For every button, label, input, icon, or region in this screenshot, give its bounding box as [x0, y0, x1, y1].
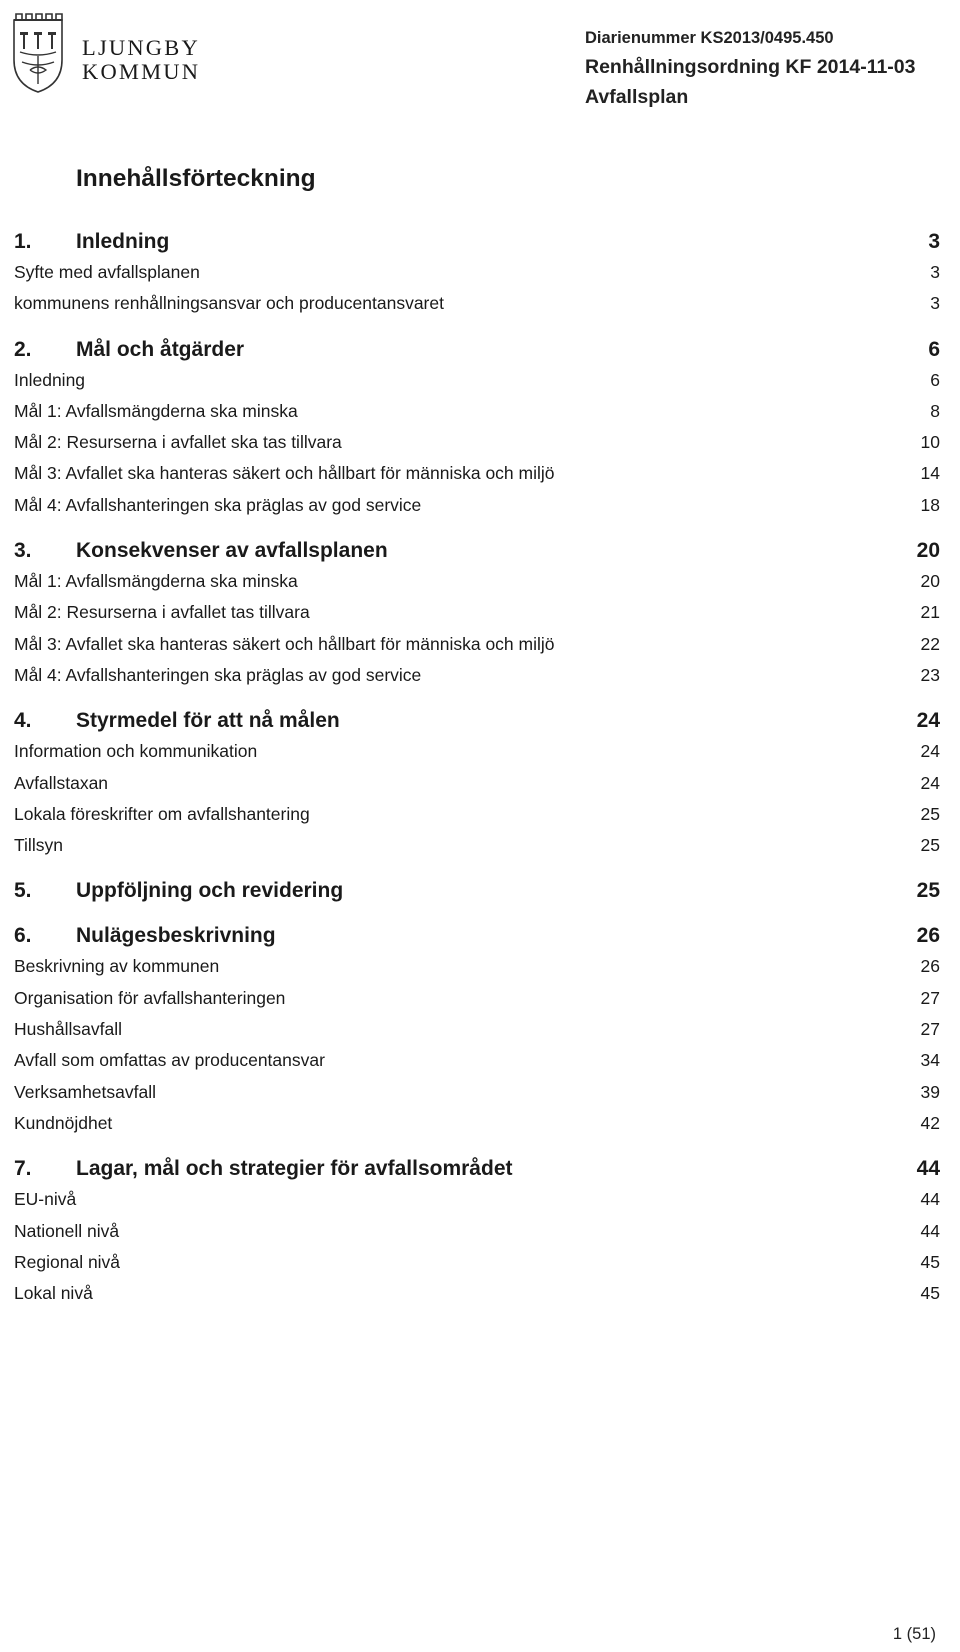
entry-title: Mål 1: Avfallsmängderna ska minska [14, 400, 298, 421]
entry-page: 24 [920, 741, 940, 762]
entry-page: 3 [930, 293, 940, 314]
section-title: Styrmedel för att nå målen [76, 709, 340, 733]
entry-title: Mål 3: Avfallet ska hanteras säkert och hållbart för människa och miljö [14, 463, 555, 484]
toc-entry[interactable] [14, 629, 940, 660]
toc-entry[interactable] [14, 1045, 940, 1076]
logo-wordmark [82, 36, 200, 84]
entry-page: 39 [920, 1081, 940, 1102]
toc-entry[interactable] [14, 288, 940, 319]
section-title: Inledning [76, 230, 170, 253]
toc-section-heading[interactable] [14, 875, 940, 906]
toc-entry[interactable] [14, 490, 940, 521]
toc-section-heading[interactable] [14, 920, 940, 951]
logo-line-1: LJUNGBY [82, 35, 200, 60]
toc-section [14, 334, 940, 521]
entry-title: Mål 1: Avfallsmängderna ska minska [14, 571, 298, 592]
entry-title: Organisation för avfallshanteringen [14, 987, 286, 1008]
entry-page: 3 [930, 262, 940, 282]
toc-entry[interactable] [14, 799, 940, 830]
toc-section [14, 535, 940, 691]
section-number: 7. [14, 1157, 32, 1181]
entry-page: 45 [920, 1283, 940, 1304]
entry-title: Avfall som omfattas av producentansvar [14, 1050, 325, 1071]
document-header [585, 28, 916, 110]
section-page: 6 [928, 337, 940, 361]
document-subtitle: Avfallsplan [585, 86, 689, 108]
entry-title: Mål 2: Resurserna i avfallet ska tas tillvara [14, 432, 342, 453]
toc-section [14, 1153, 940, 1309]
toc-section [14, 920, 940, 1139]
toc-entry[interactable] [14, 458, 940, 489]
table-of-contents [14, 226, 940, 1323]
section-page: 25 [916, 879, 940, 903]
entry-page: 8 [930, 400, 940, 421]
toc-section [14, 705, 940, 861]
entry-title: kommunens renhållningsansvar och producentansvaret [14, 293, 444, 314]
entry-page: 6 [930, 369, 940, 390]
entry-title: Nationell nivå [14, 1220, 120, 1241]
toc-entry[interactable] [14, 566, 940, 597]
section-title: Lagar, mål och strategier för avfallsområdet [76, 1157, 513, 1181]
entry-page: 27 [920, 987, 940, 1008]
entry-page: 24 [920, 772, 940, 793]
toc-entry[interactable] [14, 736, 940, 767]
section-title: Uppföljning och revidering [76, 879, 344, 903]
entry-title: Tillsyn [14, 835, 63, 856]
entry-title: Mål 3: Avfallet ska hanteras säkert och hållbart för människa och miljö [14, 633, 555, 654]
toc-entry[interactable] [14, 427, 940, 458]
toc-entry[interactable] [14, 257, 940, 288]
toc-section-heading[interactable] [14, 535, 940, 566]
entry-page: 44 [920, 1189, 940, 1210]
entry-title: Verksamhetsavfall [14, 1081, 157, 1102]
toc-section-heading[interactable] [14, 334, 940, 365]
section-page: 3 [928, 230, 940, 253]
section-title: Konsekvenser av avfallsplanen [76, 539, 388, 563]
section-page: 20 [916, 539, 940, 563]
entry-title: EU-nivå [14, 1189, 77, 1210]
toc-entry[interactable] [14, 1278, 940, 1309]
entry-title: Mål 2: Resurserna i avfallet tas tillvara [14, 602, 310, 623]
entry-page: 42 [920, 1112, 940, 1133]
entry-page: 22 [920, 633, 940, 654]
section-title: Mål och åtgärder [76, 337, 245, 361]
toc-entry[interactable] [14, 597, 940, 628]
toc-entry[interactable] [14, 660, 940, 691]
section-number: 1. [14, 230, 32, 253]
toc-section-heading[interactable] [14, 1153, 940, 1184]
document-title: Renhållningsordning KF 2014-11-03 [585, 56, 916, 78]
toc-section [14, 226, 940, 320]
entry-page: 10 [920, 432, 940, 453]
entry-title: Lokal nivå [14, 1283, 93, 1304]
toc-entry[interactable] [14, 1216, 940, 1247]
entry-page: 25 [920, 803, 940, 824]
toc-heading: Innehållsförteckning [76, 165, 316, 192]
section-number: 5. [14, 879, 32, 903]
entry-title: Beskrivning av kommunen [14, 956, 220, 977]
toc-entry[interactable] [14, 1108, 940, 1139]
section-number: 2. [14, 337, 32, 361]
entry-title: Syfte med avfallsplanen [14, 262, 200, 282]
section-number: 3. [14, 539, 32, 563]
toc-entry[interactable] [14, 1077, 940, 1108]
section-page: 24 [916, 709, 940, 733]
section-number: 6. [14, 924, 32, 948]
entry-title: Mål 4: Avfallshanteringen ska präglas av god service [14, 494, 422, 515]
entry-page: 18 [920, 494, 940, 515]
entry-page: 44 [920, 1220, 940, 1241]
page-number: 1 (51) [892, 1625, 936, 1643]
entry-title: Avfallstaxan [14, 772, 109, 793]
entry-title: Information och kommunikation [14, 741, 258, 762]
entry-page: 25 [920, 835, 940, 856]
entry-title: Regional nivå [14, 1251, 121, 1272]
entry-title: Mål 4: Avfallshanteringen ska präglas av god service [14, 664, 422, 685]
entry-page: 26 [920, 956, 940, 977]
municipality-logo [8, 6, 218, 98]
toc-entry[interactable] [14, 1184, 940, 1215]
entry-page: 21 [920, 602, 940, 623]
entry-page: 34 [920, 1050, 940, 1071]
toc-section [14, 875, 940, 906]
toc-section-heading[interactable] [14, 705, 940, 736]
toc-entry[interactable] [14, 951, 940, 982]
entry-title: Lokala föreskrifter om avfallshantering [14, 803, 310, 824]
section-title: Nulägesbeskrivning [76, 924, 276, 948]
entry-title: Hushållsavfall [14, 1019, 122, 1040]
toc-entry[interactable] [14, 1247, 940, 1278]
entry-page: 23 [920, 664, 940, 685]
entry-title: Kundnöjdhet [14, 1112, 113, 1133]
toc-entry[interactable] [14, 768, 940, 799]
entry-page: 20 [920, 571, 940, 592]
entry-title: Inledning [14, 369, 86, 390]
toc-entry[interactable] [14, 983, 940, 1014]
toc-section-heading[interactable] [14, 226, 940, 257]
entry-page: 45 [920, 1251, 940, 1272]
toc-entry[interactable] [14, 1014, 940, 1045]
toc-entry[interactable] [14, 396, 940, 427]
coat-of-arms-icon [8, 6, 68, 94]
toc-entry[interactable] [14, 830, 940, 861]
entry-page: 14 [920, 463, 940, 484]
entry-page: 27 [920, 1019, 940, 1040]
logo-line-2: KOMMUN [82, 59, 201, 84]
section-number: 4. [14, 709, 32, 733]
section-page: 44 [916, 1157, 940, 1181]
section-page: 26 [916, 924, 940, 948]
diarienummer: Diarienummer KS2013/0495.450 [585, 29, 834, 47]
toc-entry[interactable] [14, 365, 940, 396]
